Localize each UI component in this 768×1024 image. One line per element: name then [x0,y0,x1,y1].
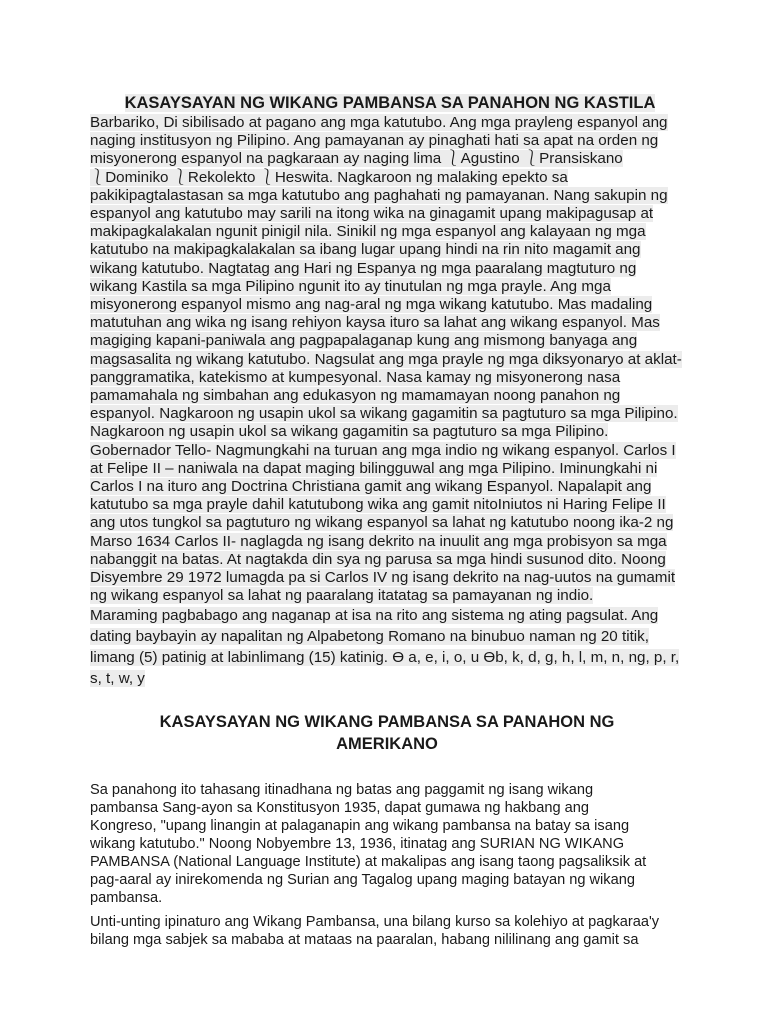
section-1-body [90,114,684,605]
section-2-paragraph-2: Unti-unting ipinaturo ang Wikang Pambansa, una bilang kurso sa kolehiyo at pagkaraa'y bilang mga sabjek sa mababa at mataas na paaralan, habang nililinang ang gamit sa [90,914,660,949]
section-2-paragraph-1: Sa panahong ito tahasang itinadhana ng batas ang paggamit ng isang wikang pambansa Sang-ayon sa Konstitusyon 1935, dapat gumawa ng hakbang ang Kongreso, "upang linangin at palaganapin ang wikang pambansa na batay sa isang wikang katutubo." Noong Nobyembre 13, 1936, itinatag ang SURIAN NG WIKANG PAMBANSA (National Language Institute) at makalipas ang isang taong pagsaliksik at pag-aaral ay inirekomenda ng Surian ang Tagalog upang maging batayan ng wikang pambansa. [90,782,647,907]
section-1-body-text: Barbariko, Di sibilisado at pagano ang mga katutubo. Ang mga prayleng espanyol ang naging institusyon ng Pilipino. Ang pamayanan ay pinaghati hati sa apat na orden ng misyonerong espanyol na pagkaraan ay naging lima ⎱Agustino ⎱Pransiskano ⎱Dominiko ⎱Rekolekto ⎱Heswita. Nagkaroon ng malaking epekto sa pakikipagtalastasan sa mga katutubo ang paghahati ng pamayanan. Nang sakupin ng espanyol ang katutubo may sarili na itong wika na ginagamit upang makipagusap at makipagkalakalan ngunit pinigil nila. Sinikil ng mga espanyol ang kalayaan ng mga katutubo na makipagkalakalan sa ibang lugar upang hindi na rin nito magamit ang wikang katutubo. Nagtatag ang Hari ng Espanya ng mga paaralang magtuturo ng wikang Kastila sa mga Pilipino ngunit ito ay tinutulan ng mga prayle. Ang mga misyonerong espanyol mismo ang nag-aral ng mga wikang katutubo. Mas madaling matutuhan ang wika ng isang rehiyon kaysa ituro sa lahat ang wikang espanyol. Mas magiging kapani-paniwala ang pagpapalaganap kung ang mismong banyaga ang magsasalita ng wikang katutubo. Nagsulat ang mga prayle ng mga diksyonaryo at aklat- panggramatika, katekismo at kumpesyonal. Nasa kamay ng misyonerong nasa pamamahala ng simbahan ang edukasyon ng mamamayan noong panahon ng espanyol. Nagkaroon ng usapin ukol sa wikang gagamitin sa pagtuturo sa mga Pilipino. Nagkaroon ng usapin ukol sa wikang gagamitin sa pagtuturo sa mga Pilipino. Gobernador Tello- Nagmungkahi na turuan ang mga indio ng wikang espanyol. Carlos I at Felipe II – naniwala na dapat maging bilingguwal ang mga Pilipino. Iminungkahi ni Carlos I na ituro ang Doctrina Christiana gamit ang wikang Espanyol. Napalapit ang katutubo sa mga prayle dahil katutubong wika ang gamit nitoIniutos ni Haring Felipe II ang utos tungkol sa pagtuturo ng wikang espanyol sa lahat ng katutubo noong ika-2 ng Marso 1634 Carlos II- naglagda ng isang dekrito na inuulit ang mga probisyon sa mga nabanggit na batas. At nagtakda din sya ng parusa sa mga hindi susunod dito. Noong Disyembre 29 1972 lumagda pa si Carlos IV ng isang dekrito na nag-uutos na gumamit ng wikang espanyol sa lahat ng paaralang itatatag sa pamayanan ng indio. [90,114,682,605]
section-1-title-text: KASAYSAYAN NG WIKANG PAMBANSA SA PANAHON NG KASTILA [124,94,656,112]
section-2-title: KASAYSAYAN NG WIKANG PAMBANSA SA PANAHON NG AMERIKANO [159,713,615,754]
section-1-body-continued-text: Maraming pagbabago ang naganap at isa na rito ang sistema ng ating pagsulat. Ang dating baybayin ay napalitan ng Alpabetong Romano na binubuo naman ng 20 titik, limang (5) patinig at labinlimang (15) katinig. ϴ a, e, i, o, u ϴb, k, d, g, h, l, m, n, ng, p, r, s, t, w, y [90,607,680,688]
section-1-body-continued [90,605,684,689]
section-1-title [90,92,684,114]
